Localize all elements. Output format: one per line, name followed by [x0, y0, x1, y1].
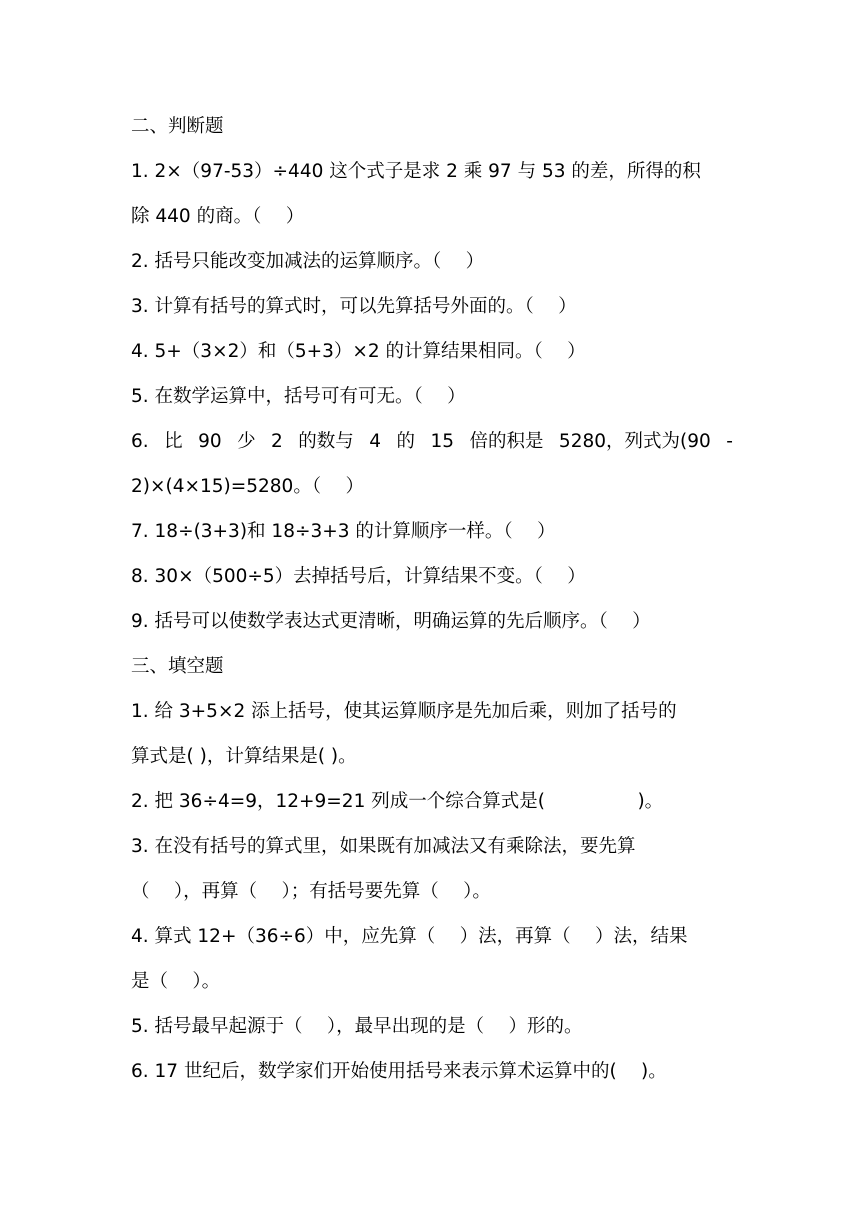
judgment-item-2: 2. 括号只能改变加减法的运算顺序。（ ）: [131, 251, 485, 272]
word: 的: [396, 431, 415, 452]
section-title-fill: 三、填空题: [131, 656, 224, 677]
judgment-item-9: 9. 括号可以使数学表达式更清晰，明确运算的先后顺序。（ ）: [131, 611, 651, 632]
judgment-item-6-line-1: [131, 427, 733, 457]
word: 90: [198, 431, 222, 452]
judgment-item-1-line-1: 1. 2×（97-53）÷440 这个式子是求 2 乘 97 与 53 的差，所得的积: [131, 161, 701, 182]
fill-item-2: 2. 把 36÷4=9，12+9=21 列成一个综合算式是( )。: [131, 791, 664, 812]
fill-item-1-line-2: 算式是( )，计算结果是( )。: [131, 746, 357, 767]
word: 15: [430, 431, 454, 452]
judgment-item-5: 5. 在数学运算中，括号可有可无。（ ）: [131, 386, 466, 407]
word: 4: [369, 431, 382, 452]
fill-item-4-line-2: 是（ ）。: [131, 971, 221, 992]
word: 比: [164, 431, 183, 452]
word: 5280，列式为(90: [558, 431, 711, 452]
fill-item-4-line-1: 4. 算式 12+（36÷6）中，应先算（ ）法，再算（ ）法，结果: [131, 926, 688, 947]
fill-item-1-line-1: 1. 给 3+5×2 添上括号，使其运算顺序是先加后乘，则加了括号的: [131, 701, 677, 722]
fill-item-6: 6. 17 世纪后，数学家们开始使用括号来表示算术运算中的( )。: [131, 1061, 667, 1082]
word: -: [726, 431, 733, 452]
judgment-item-4: 4. 5+（3×2）和（5+3）×2 的计算结果相同。（ ）: [131, 341, 586, 362]
word: 的数与: [298, 431, 354, 452]
word: 倍的积是: [469, 431, 544, 452]
judgment-item-1-line-2: 除 440 的商。（ ）: [131, 206, 305, 227]
judgment-item-8: 8. 30×（500÷5）去掉括号后，计算结果不变。（ ）: [131, 566, 586, 587]
section-title-judgment: 二、判断题: [131, 116, 224, 137]
fill-item-3-line-1: 3. 在没有括号的算式里，如果既有加减法又有乘除法，要先算: [131, 836, 636, 857]
word: 2: [271, 431, 283, 452]
judgment-item-6-line-2: 2)×(4×15)=5280。（ ）: [131, 476, 364, 497]
word: 少: [237, 431, 256, 452]
word: 6.: [131, 431, 149, 452]
fill-item-5: 5. 括号最早起源于（ ），最早出现的是（ ）形的。: [131, 1016, 583, 1037]
fill-item-3-line-2: （ ），再算（ ）；有括号要先算（ ）。: [131, 881, 491, 902]
judgment-item-7: 7. 18÷(3+3)和 18÷3+3 的计算顺序一样。（ ）: [131, 521, 556, 542]
judgment-item-3: 3. 计算有括号的算式时，可以先算括号外面的。（ ）: [131, 296, 577, 317]
